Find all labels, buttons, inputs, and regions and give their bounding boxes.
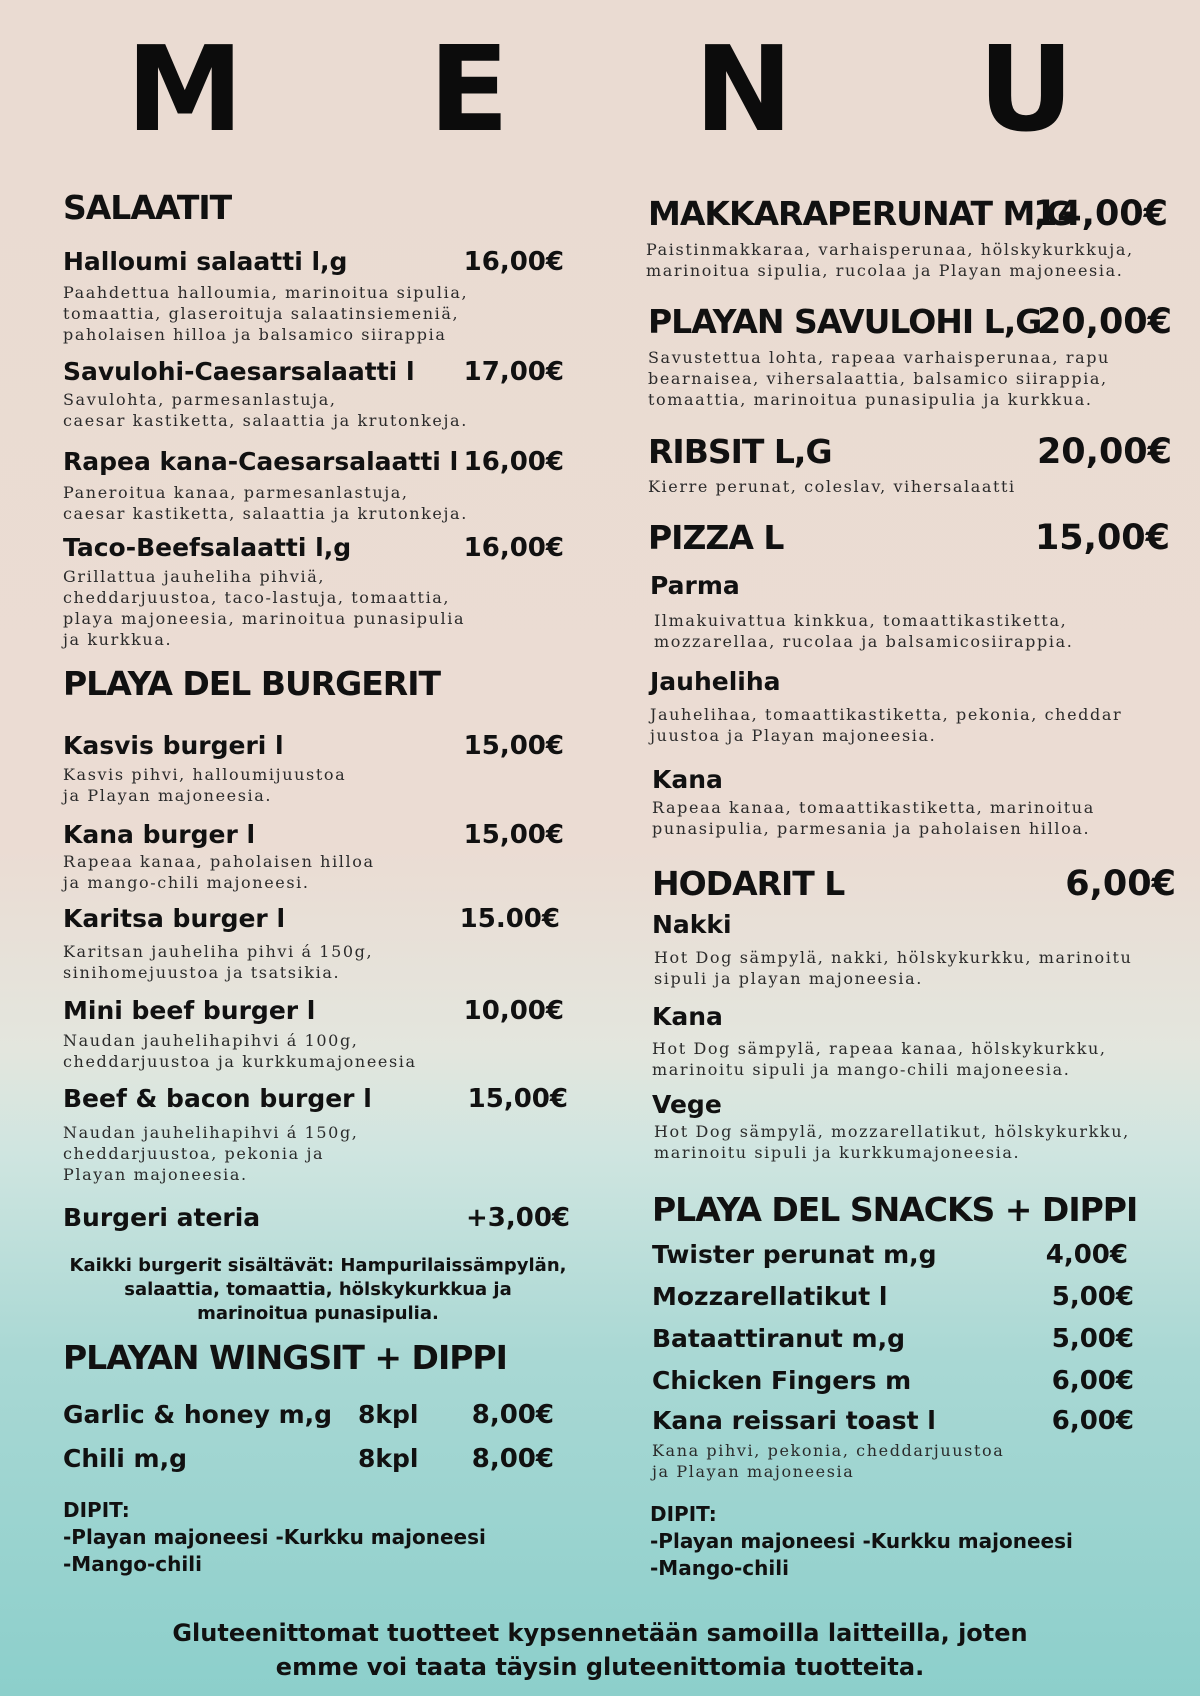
- hodari-item-name: Nakki: [652, 910, 732, 939]
- menu-item-price: 14,00€: [1032, 194, 1168, 234]
- menu-item-desc: Rapeaa kanaa, paholaisen hilloa ja mango-chili majoneesi.: [63, 852, 375, 892]
- menu-item-desc: Paneroitua kanaa, parmesanlastuja, caesar kastiketta, salaattia ja krutonkeja.: [63, 483, 468, 523]
- hodari-item-desc: Hot Dog sämpylä, mozzarellatikut, hölskykurkku, marinoitu sipuli ja kurkkumajoneesia.: [654, 1122, 1130, 1162]
- pizza-item-desc: Jauhelihaa, tomaattikastiketta, pekonia, cheddar juustoa ja Playan majoneesia.: [650, 705, 1123, 745]
- menu-item-desc: Grillattua jauheliha pihviä, cheddarjuustoa, taco-lastuja, tomaattia, playa majoneesia, marinoitua punasipulia ja kurkkua.: [63, 567, 466, 649]
- salaatit-heading: SALAATIT: [63, 188, 232, 227]
- gluten-disclaimer: Gluteenittomat tuotteet kypsennetään samoilla laitteilla, joten emme voi taata täysin gluteenittomia tuotteita.: [172, 1619, 1028, 1681]
- menu-item-price: 16,00€: [463, 247, 564, 277]
- menu-item-price: 15,00€: [463, 820, 564, 850]
- wings-item-name: Chili m,g: [63, 1444, 187, 1473]
- snack-item-desc: Kana pihvi, pekonia, cheddarjuustoa ja Playan majoneesia: [652, 1441, 1005, 1481]
- snack-item-price: 5,00€: [1051, 1324, 1134, 1354]
- menu-item-price: 20,00€: [1036, 302, 1172, 342]
- menu-item-name: Taco-Beefsalaatti l,g: [63, 533, 352, 562]
- menu-item-name: Savulohi-Caesarsalaatti l: [63, 357, 415, 386]
- wingsit-heading: PLAYAN WINGSIT + DIPPI: [63, 1338, 507, 1377]
- menu-item-name: Beef & bacon burger l: [63, 1084, 372, 1113]
- menu-item-price: 15,00€: [467, 1084, 568, 1114]
- menu-item-name: MAKKARAPERUNAT M,G: [648, 194, 1073, 233]
- pizza-heading: PIZZA L: [648, 518, 784, 557]
- wings-item-qty: 8kpl: [358, 1400, 419, 1429]
- snacks-heading: PLAYA DEL SNACKS + DIPPI: [652, 1190, 1138, 1229]
- menu-item-price: 10,00€: [463, 996, 564, 1026]
- snack-item-name: Kana reissari toast l: [652, 1406, 936, 1435]
- snack-item-price: 5,00€: [1051, 1282, 1134, 1312]
- menu-item-desc: Savulohta, parmesanlastuja, caesar kastiketta, salaattia ja krutonkeja.: [63, 390, 468, 430]
- hodarit-heading: HODARIT L: [652, 864, 845, 903]
- snack-item-name: Twister perunat m,g: [652, 1240, 937, 1269]
- menu-item-price: 16,00€: [463, 533, 564, 563]
- hodari-item-name: Vege: [652, 1090, 722, 1119]
- menu-item-desc: Kierre perunat, coleslav, vihersalaatti: [648, 477, 1016, 496]
- menu-item-name: Mini beef burger l: [63, 996, 316, 1025]
- menu-title: M E N U: [126, 20, 1146, 158]
- menu-item-price: 20,00€: [1036, 432, 1172, 472]
- menu-item-price: 15,00€: [463, 731, 564, 761]
- menu-item-desc: Savustettua lohta, rapeaa varhaisperunaa, rapu bearnaisea, vihersalaattia, balsamico siirappia, tomaattia, marinoitua punasipulia ja kurkkua.: [648, 348, 1110, 409]
- pizza-item-name: Parma: [650, 571, 740, 600]
- menu-item-desc: Kasvis pihvi, halloumijuustoa ja Playan majoneesia.: [63, 765, 347, 805]
- menu-item-desc: Naudan jauhelihapihvi á 100g, cheddarjuustoa ja kurkkumajoneesia: [63, 1031, 417, 1071]
- pizza-item-desc: Rapeaa kanaa, tomaattikastiketta, marinoitua punasipulia, parmesania ja paholaisen hilloa.: [652, 798, 1095, 838]
- wings-item-price: 8,00€: [471, 1400, 554, 1430]
- menu-item-price: 17,00€: [463, 357, 564, 387]
- menu-item-name: Halloumi salaatti l,g: [63, 247, 348, 276]
- wings-item-price: 8,00€: [471, 1444, 554, 1474]
- hodari-item-desc: Hot Dog sämpylä, nakki, hölskykurkku, marinoitu sipuli ja playan majoneesia.: [654, 948, 1133, 988]
- pizza-price: 15,00€: [1034, 518, 1170, 558]
- snack-item-price: 6,00€: [1051, 1366, 1134, 1396]
- pizza-item-desc: Ilmakuivattua kinkkua, tomaattikastiketta, mozzarellaa, rucolaa ja balsamicosiirappia.: [654, 611, 1074, 651]
- burger-note: Kaikki burgerit sisältävät: Hampurilaissämpylän, salaattia, tomaattia, hölskykurkkua ja marinoitua punasipulia.: [69, 1255, 567, 1324]
- menu-item-desc: Karitsan jauheliha pihvi á 150g, sinihomejuustoa ja tsatsikia.: [63, 942, 374, 982]
- menu-item-name: Kasvis burgeri l: [63, 731, 284, 760]
- pizza-item-name: Kana: [652, 765, 723, 794]
- snack-item-name: Chicken Fingers m: [652, 1366, 912, 1395]
- hodari-item-desc: Hot Dog sämpylä, rapeaa kanaa, hölskykurkku, marinoitu sipuli ja mango-chili majoneesia.: [652, 1039, 1107, 1079]
- snack-item-name: Bataattiranut m,g: [652, 1324, 905, 1353]
- menu-item-price: 15.00€: [459, 904, 560, 934]
- menu-item-name: Karitsa burger l: [63, 904, 286, 933]
- wings-item-name: Garlic & honey m,g: [63, 1400, 333, 1429]
- menu-item-desc: Naudan jauhelihapihvi á 150g, cheddarjuustoa, pekonia ja Playan majoneesia.: [63, 1123, 359, 1184]
- snack-item-price: 4,00€: [1045, 1240, 1128, 1270]
- menu-item-desc: Paistinmakkaraa, varhaisperunaa, hölskykurkkuja, marinoitua sipulia, rucolaa ja Playan majoneesia.: [646, 240, 1134, 280]
- menu-item-desc: Paahdettua halloumia, marinoitua sipulia, tomaattia, glaseroituja salaatinsiemeniä, paholaisen hilloa ja balsamico siirappia: [63, 283, 469, 344]
- burgerit-heading: PLAYA DEL BURGERIT: [63, 664, 441, 703]
- snacks-dipit: DIPIT: -Playan majoneesi -Kurkku majoneesi -Mango-chili: [650, 1502, 1073, 1580]
- menu-item-name: PLAYAN SAVULOHI L,G: [648, 302, 1042, 341]
- snack-item-name: Mozzarellatikut l: [652, 1282, 888, 1311]
- snack-item-price: 6,00€: [1051, 1406, 1134, 1436]
- menu-item-name: Rapea kana-Caesarsalaatti l: [63, 447, 459, 476]
- wings-item-qty: 8kpl: [358, 1444, 419, 1473]
- menu-item-name: Kana burger l: [63, 820, 256, 849]
- hodarit-price: 6,00€: [1065, 864, 1176, 904]
- wings-dipit: DIPIT: -Playan majoneesi -Kurkku majoneesi -Mango-chili: [63, 1498, 486, 1576]
- burger-meal-name: Burgeri ateria: [63, 1203, 261, 1232]
- pizza-item-name: Jauheliha: [650, 667, 781, 696]
- menu-item-price: 16,00€: [463, 447, 564, 477]
- hodari-item-name: Kana: [652, 1002, 723, 1031]
- menu-item-name: RIBSIT L,G: [648, 432, 832, 471]
- burger-meal-price: +3,00€: [465, 1203, 570, 1233]
